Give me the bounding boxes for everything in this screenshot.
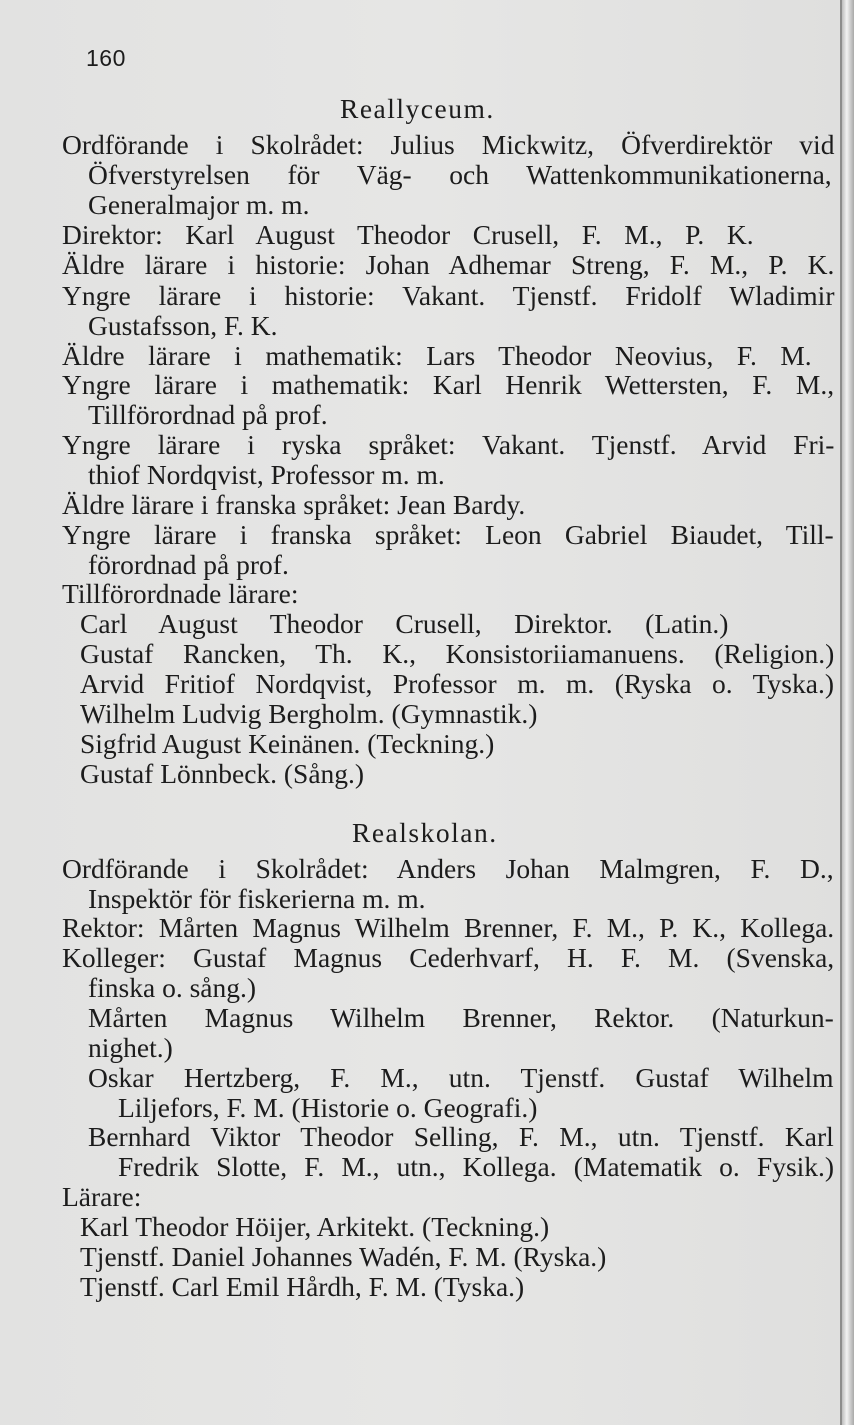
text-line: Inspektör för fiskerierna m. m. — [88, 883, 426, 914]
text-line: Carl August Theodor Crusell, Direktor. (Latin.) — [80, 608, 729, 639]
section-heading-reallyceum: Reallyceum. — [340, 93, 495, 124]
text-line: Gustaf Rancken, Th. K., Konsistoriiamanuens. (Religion.) — [80, 638, 835, 669]
text-line: finska o. sång.) — [88, 972, 257, 1003]
text-line: thiof Nordqvist, Professor m. m. — [88, 459, 445, 490]
text-line: Generalmajor m. m. — [88, 189, 310, 220]
text-line: Bernhard Viktor Theodor Selling, F. M., utn. Tjenstf. Karl — [88, 1121, 834, 1152]
text-line: Öfverstyrelsen för Väg- och Wattenkommunikationerna, — [88, 159, 832, 190]
text-line: Tillförordnade lärare: — [62, 578, 299, 609]
text-line: Karl Theodor Höijer, Arkitekt. (Teckning.) — [80, 1211, 550, 1242]
text-line: Yngre lärare i historie: Vakant. Tjenstf. Fridolf Wladimir — [62, 280, 835, 311]
section-heading-realskolan: Realskolan. — [352, 817, 498, 848]
text-line: nighet.) — [88, 1032, 173, 1063]
text-line: förordnad på prof. — [88, 549, 289, 580]
page-number: 160 — [86, 45, 126, 71]
text-line: Gustafsson, F. K. — [88, 310, 278, 341]
text-line: Lärare: — [62, 1181, 142, 1212]
text-line: Oskar Hertzberg, F. M., utn. Tjenstf. Gustaf Wilhelm — [88, 1062, 834, 1093]
text-line: Wilhelm Ludvig Bergholm. (Gymnastik.) — [80, 698, 538, 729]
text-line: Liljefors, F. M. (Historie o. Geografi.) — [118, 1092, 538, 1123]
text-line: Direktor: Karl August Theodor Crusell, F. M., P. K. — [62, 219, 754, 250]
text-line: Tjenstf. Carl Emil Hårdh, F. M. (Tyska.) — [80, 1271, 525, 1302]
text-line: Yngre lärare i mathematik: Karl Henrik Wettersten, F. M., — [62, 369, 835, 400]
text-line: Kolleger: Gustaf Magnus Cederhvarf, H. F. M. (Svenska, — [62, 942, 835, 973]
text-line: Arvid Fritiof Nordqvist, Professor m. m. (Ryska o. Tyska.) — [80, 668, 834, 699]
text-line: Fredrik Slotte, F. M., utn., Kollega. (Matematik o. Fysik.) — [118, 1151, 835, 1182]
text-line: Tillförordnad på prof. — [88, 399, 328, 430]
text-line: Sigfrid August Keinänen. (Teckning.) — [80, 728, 495, 759]
text-line: Ordförande i Skolrådet: Julius Mickwitz, Öfverdirektör vid — [62, 129, 835, 160]
text-line: Äldre lärare i mathematik: Lars Theodor Neovius, F. M. — [62, 340, 812, 371]
text-line: Gustaf Lönnbeck. (Sång.) — [80, 758, 365, 789]
text-line: Mårten Magnus Wilhelm Brenner, Rektor. (Naturkun- — [88, 1002, 834, 1033]
text-line: Yngre lärare i ryska språket: Vakant. Tjenstf. Arvid Fri- — [62, 429, 835, 460]
text-line: Ordförande i Skolrådet: Anders Johan Malmgren, F. D., — [62, 853, 834, 884]
text-line: Tjenstf. Daniel Johannes Wadén, F. M. (Ryska.) — [80, 1241, 607, 1272]
text-line: Äldre lärare i historie: Johan Adhemar Streng, F. M., P. K. — [62, 249, 835, 280]
text-line: Äldre lärare i franska språket: Jean Bardy. — [62, 489, 526, 520]
book-edge — [840, 0, 854, 1425]
text-line: Yngre lärare i franska språket: Leon Gabriel Biaudet, Till- — [62, 519, 834, 550]
text-line: Rektor: Mårten Magnus Wilhelm Brenner, F. M., P. K., Kollega. — [62, 912, 835, 943]
